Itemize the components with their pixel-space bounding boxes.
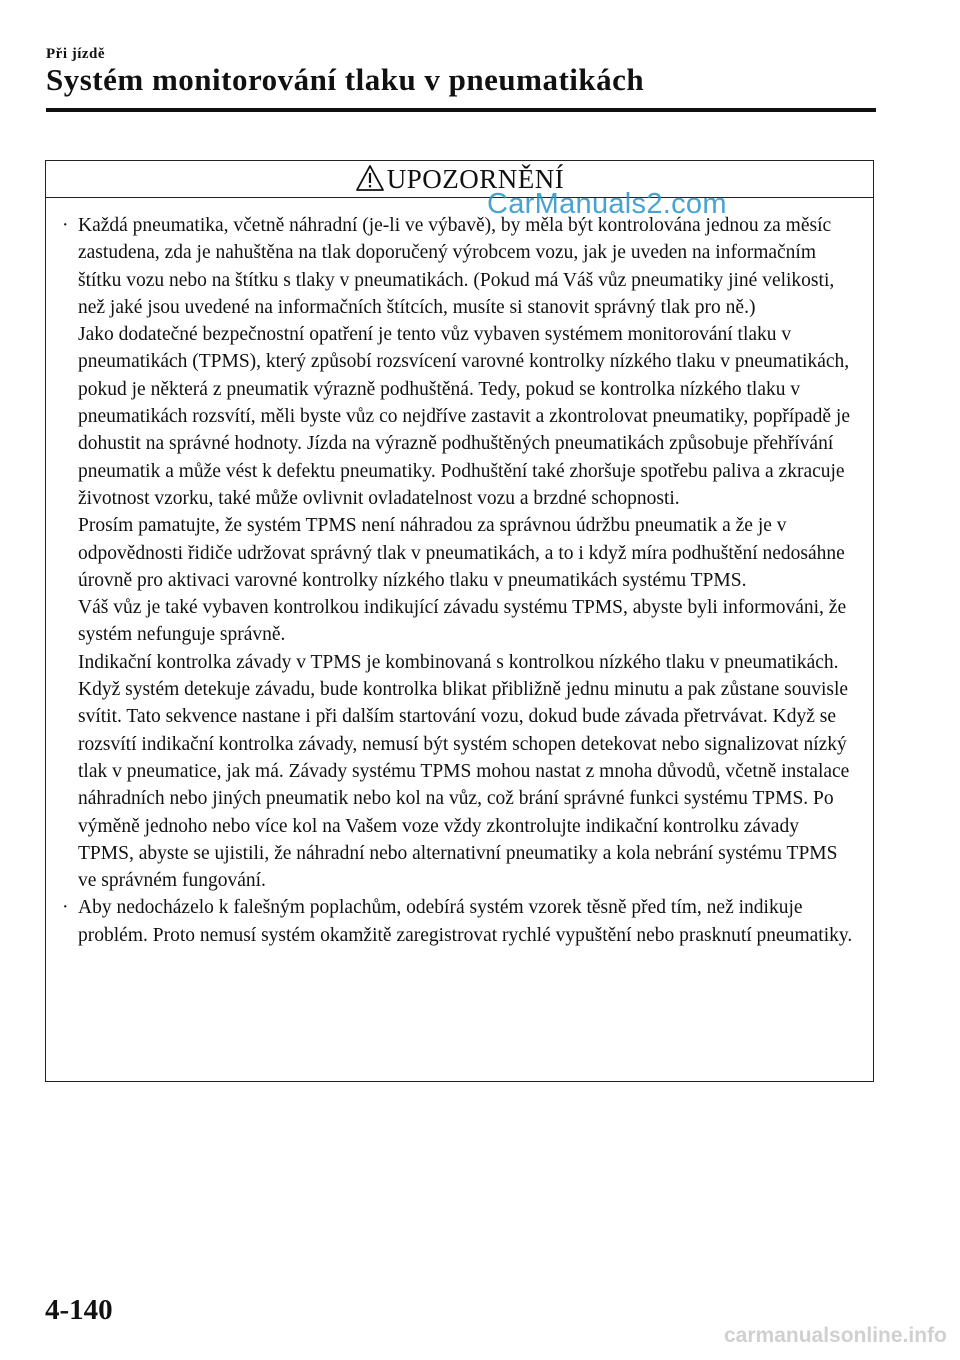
bullet-item	[62, 212, 859, 894]
paragraph: Indikační kontrolka závady v TPMS je kombinovaná s kontrolkou nízkého tlaku v pneumatikách. Když systém detekuje závadu, bude kontrolka blikat přibližně jednu minutu a pak zůstane souvisle svítit. Tato sekvence nastane i při dalším startování vozu, dokud bude závada přetrvávat. Když se rozsvítí indikační kontrolka závady, nemusí být systém schopen detekovat nebo signalizovat nízký tlak v pneumatice, jak má. Závady systému TPMS mohou nastat z mnoha důvodů, včetně instalace náhradních nebo jiných pneumatik nebo kol na vůz, což brání správné funkci systému TPMS. Po výměně jednoho nebo více kol na Vašem voze vždy zkontrolujte indikační kontrolku závady TPMS, abyste se ujistili, že náhradní nebo alternativní pneumatiky a kola nebrání systému TPMS ve správném fungování.	[78, 651, 850, 892]
caution-heading: UPOZORNĚNÍ	[386, 163, 565, 194]
paragraph: Jako dodatečné bezpečnostní opatření je tento vůz vybaven systémem monitorování tlaku v pneumatikách (TPMS), který způsobí rozsvícení varovné kontrolky nízkého tlaku v pneumatikách, pokud je některá z pneumatik výrazně podhuštěná. Tedy, pokud se kontrolka nízkého tlaku v pneumatikách rozsvítí, měli byste vůz co nejdříve zastavit a zkontrolovat pneumatiky, popřípadě je dohustit na správné hodnoty. Jízda na výrazně podhuštěných pneumatikách způsobuje přehřívání pneumatik a může vést k defektu pneumatiky. Podhuštění také zhoršuje spotřebu paliva a zkracuje životnost vzorku, také může ovlivnit ovladatelnost vozu a brzdné schopnosti.	[78, 324, 850, 509]
title-rule	[46, 108, 876, 112]
caution-body	[46, 198, 873, 949]
caution-header	[46, 161, 873, 198]
paragraph: Aby nedocházelo k falešným poplachům, odebírá systém vzorek těsně před tím, než indikuje problém. Proto nemusí systém okamžitě zaregistrovat rychlé vypuštění nebo prasknutí pneumatiky.	[78, 897, 853, 946]
bullet-dot-icon: ·	[62, 897, 69, 919]
page-title: Systém monitorování tlaku v pneumatikách	[46, 62, 645, 97]
watermark: CarManuals2.com	[487, 188, 727, 220]
footer-site-mark: carmanualsonline.info	[724, 1324, 947, 1347]
page-number: 4-140	[45, 1294, 113, 1326]
section-label: Při jízdě	[46, 46, 106, 62]
paragraph: Prosím pamatujte, že systém TPMS není náhradou za správnou údržbu pneumatik a že je v odpovědnosti řidiče udržovat správný tlak v pneumatikách, a to i když míra podhuštění nedosáhne úrovně pro aktivaci varovné kontrolky nízkého tlaku v pneumatikách systému TPMS.	[78, 515, 845, 591]
paragraph: Váš vůz je také vybaven kontrolkou indikující závadu systému TPMS, abyste byli informováni, že systém nefunguje správně.	[78, 597, 847, 646]
bullet-item	[62, 894, 859, 949]
caution-box	[45, 160, 874, 1082]
paragraph: Každá pneumatika, včetně náhradní (je-li ve výbavě), by měla být kontrolována jednou za měsíc zastudena, zda je nahuštěna na tlak doporučený výrobcem vozu, jak je uveden na informačním štítku vozu nebo na štítku s tlaky v pneumatikách. (Pokud má Váš vůz pneumatiky jiné velikosti, než jaké jsou uvedené na informačních štítcích, musíte si stanovit správný tlak pro ně.)	[78, 215, 835, 318]
warning-triangle-icon	[355, 164, 385, 192]
bullet-dot-icon: ·	[62, 215, 69, 236]
